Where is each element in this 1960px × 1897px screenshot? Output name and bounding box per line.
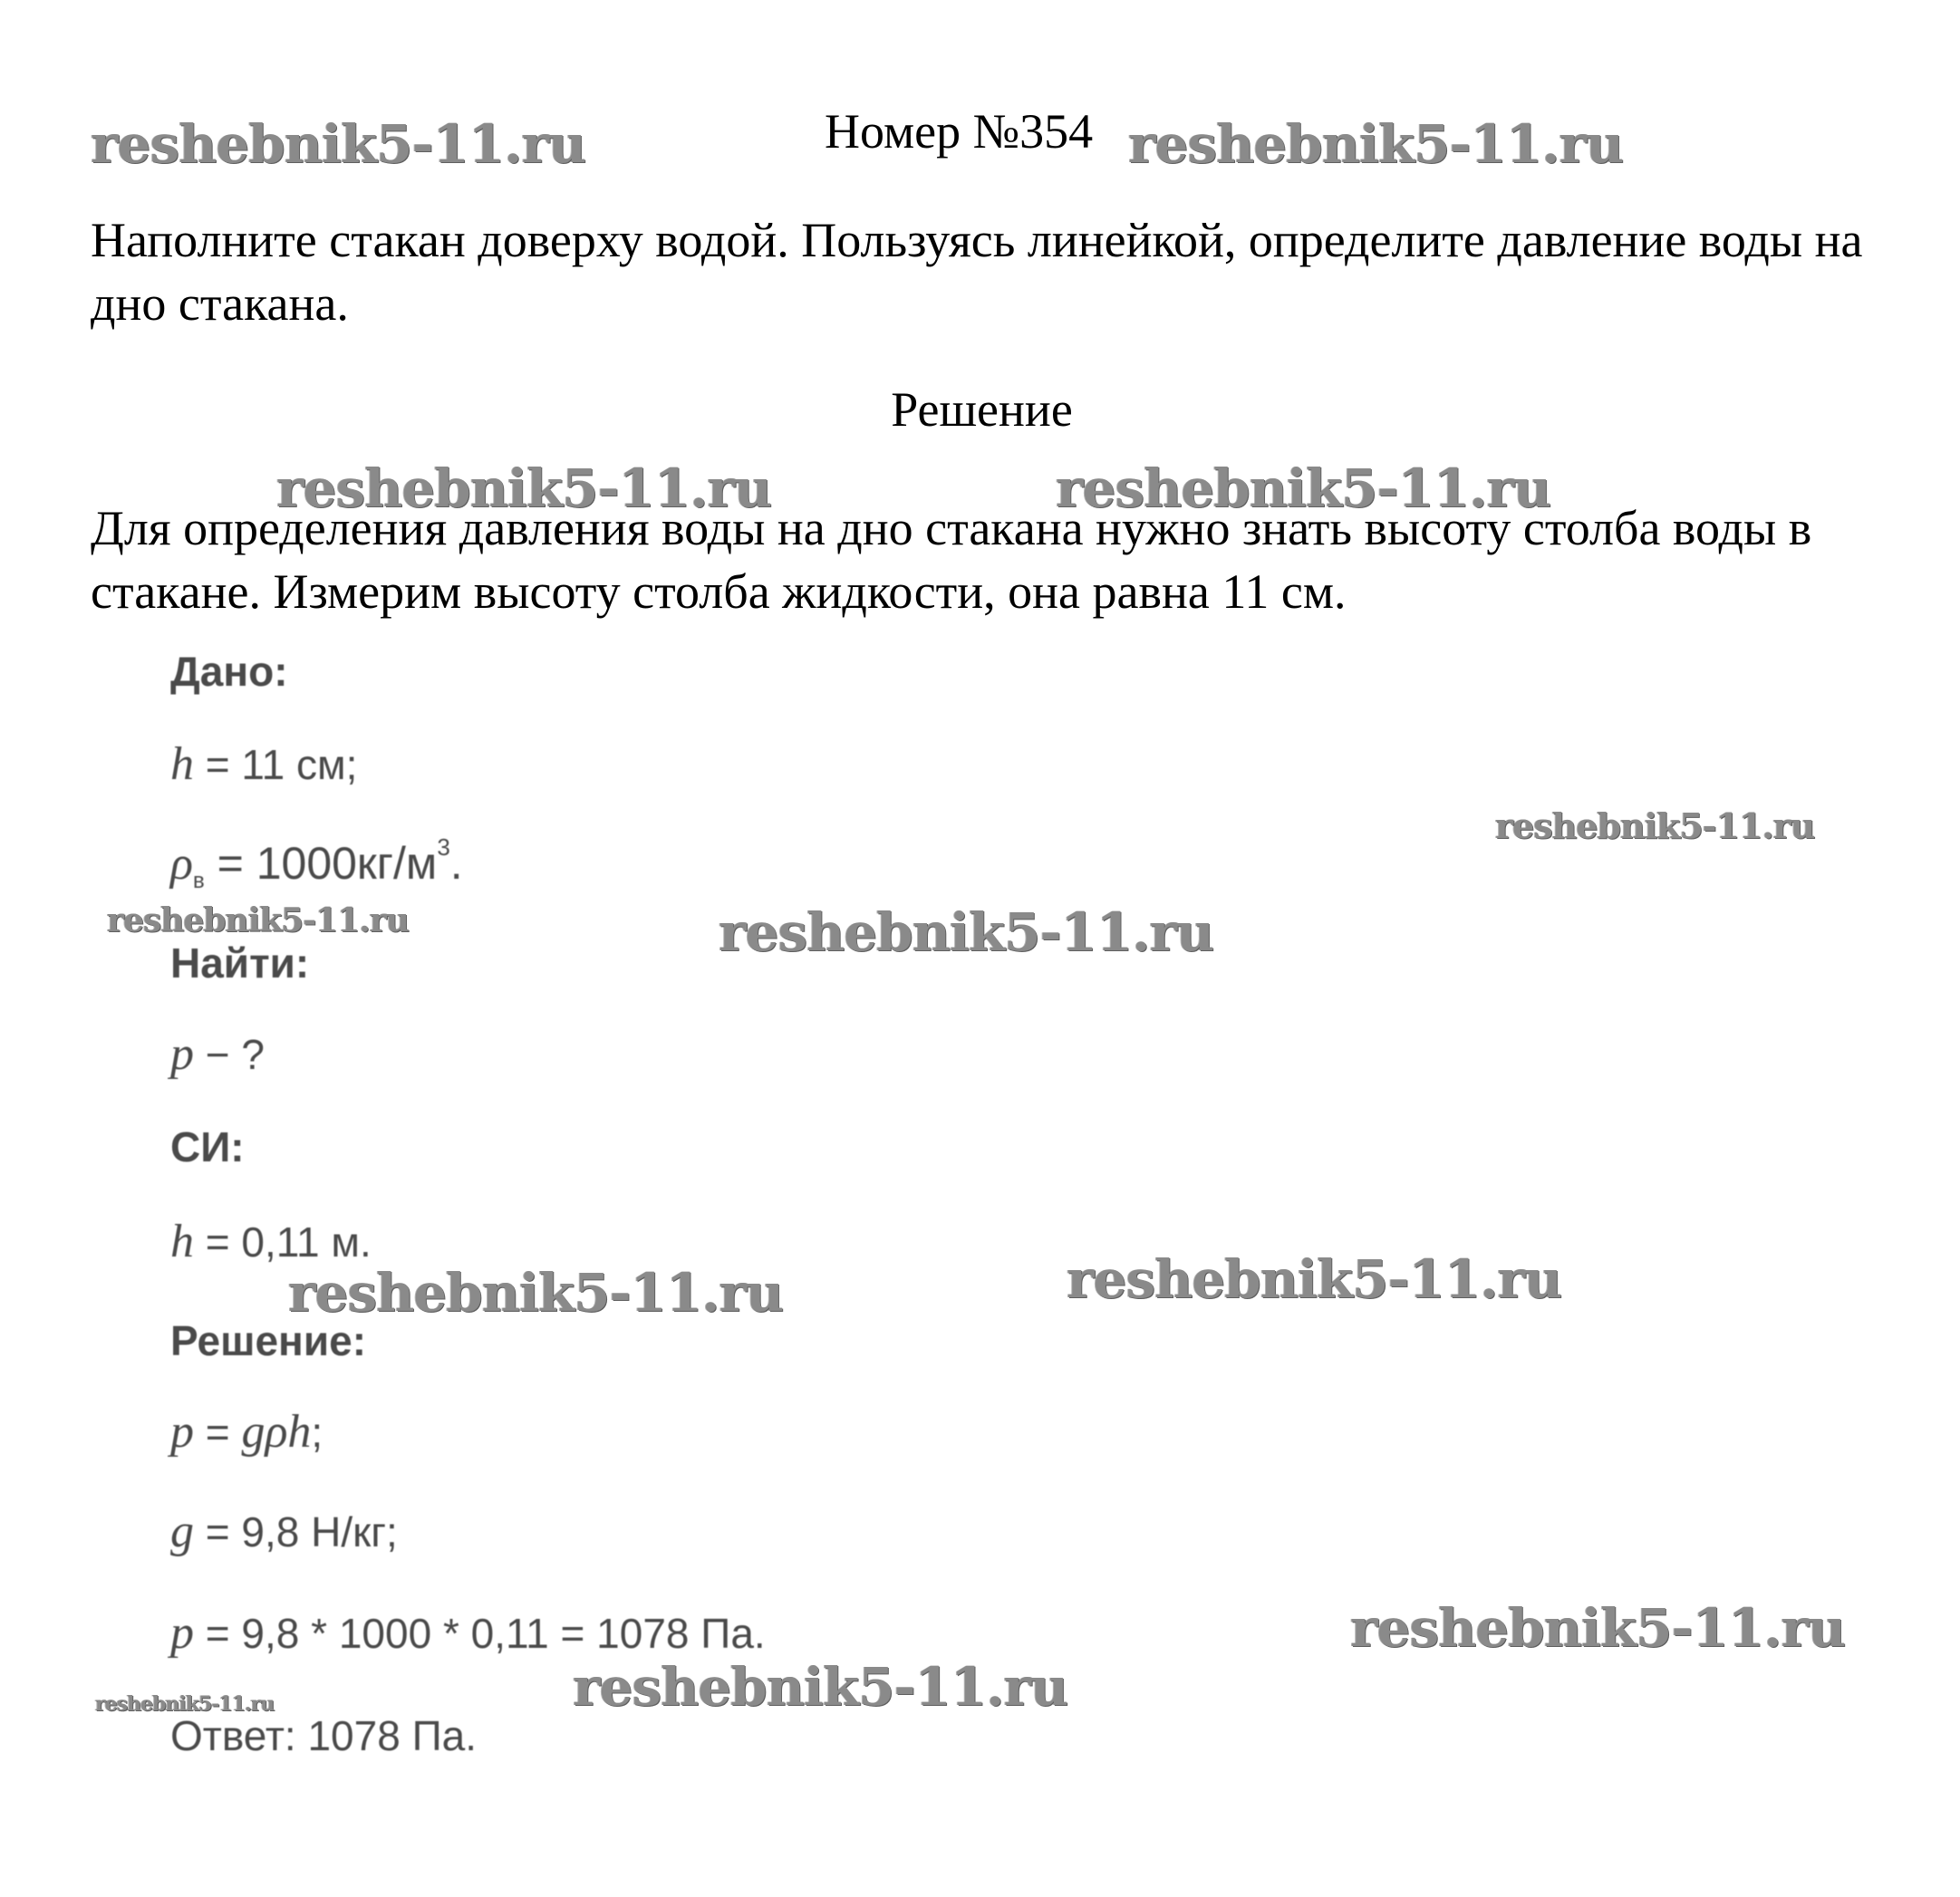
watermark: reshebnik5-11.ru	[1128, 113, 1624, 175]
task-statement: Наполните стакан доверху водой. Пользуясь линейкой, определите давление воды на дно стакана.	[91, 213, 1863, 331]
solution-label: Решение:	[170, 1317, 367, 1364]
answer: Ответ: 1078 Па.	[170, 1712, 477, 1759]
find-label: Найти:	[170, 939, 310, 987]
si-height-var: h	[170, 1216, 194, 1267]
density-subscript: в	[192, 869, 205, 893]
si-label: СИ:	[170, 1123, 245, 1170]
given-height	[170, 738, 358, 790]
problem-number-title: Номер №354	[825, 104, 1094, 159]
solution-explanation: Для определения давления воды на дно стакана нужно знать высоту столба воды в стакане. Измерим высоту столба жидкости, она равна 11 см.	[91, 501, 1812, 619]
gravity-var: g	[170, 1506, 194, 1557]
pressure-calc-var: p	[170, 1607, 194, 1659]
height-value: = 11 см;	[194, 741, 358, 788]
watermark: reshebnik5-11.ru	[719, 901, 1214, 963]
given-label: Дано:	[170, 648, 288, 695]
height-var: h	[170, 738, 194, 790]
formula-end: ;	[311, 1409, 323, 1456]
find-pressure	[170, 1028, 266, 1080]
pressure-var: p	[170, 1028, 194, 1080]
given-density	[170, 835, 463, 892]
watermark: reshebnik5-11.ru	[276, 457, 772, 519]
watermark: reshebnik5-11.ru	[1067, 1248, 1562, 1310]
watermark: reshebnik5-11.ru	[1350, 1597, 1846, 1659]
solution-heading-text: Решение	[891, 382, 1073, 437]
pressure-find: − ?	[194, 1031, 266, 1078]
gravity-value	[170, 1508, 398, 1555]
si-height-value: = 0,11 м.	[194, 1218, 372, 1266]
watermark: reshebnik5-11.ru	[1056, 457, 1551, 519]
watermark: reshebnik5-11.ru	[95, 1692, 275, 1716]
watermark: reshebnik5-11.ru	[573, 1656, 1068, 1718]
density-var: ρ	[170, 838, 193, 890]
watermark: reshebnik5-11.ru	[91, 113, 586, 175]
formula-eq: =	[194, 1409, 242, 1456]
formula-rhs: gρh	[241, 1406, 312, 1458]
watermark: reshebnik5-11.ru	[1495, 805, 1815, 846]
solution-heading	[0, 382, 1960, 437]
density-value: = 1000кг/м	[204, 838, 438, 889]
si-height	[170, 1218, 372, 1266]
gravity-text: = 9,8 Н/кг;	[194, 1508, 398, 1555]
density-end: .	[449, 838, 463, 889]
watermark: reshebnik5-11.ru	[288, 1262, 784, 1324]
pressure-calc-text: = 9,8 * 1000 * 0,11 = 1078 Па.	[194, 1610, 766, 1657]
density-superscript: 3	[437, 833, 450, 861]
formula-p: p	[170, 1406, 194, 1458]
pressure-calculation	[170, 1607, 766, 1659]
watermark: reshebnik5-11.ru	[107, 901, 409, 939]
pressure-formula	[170, 1406, 323, 1458]
